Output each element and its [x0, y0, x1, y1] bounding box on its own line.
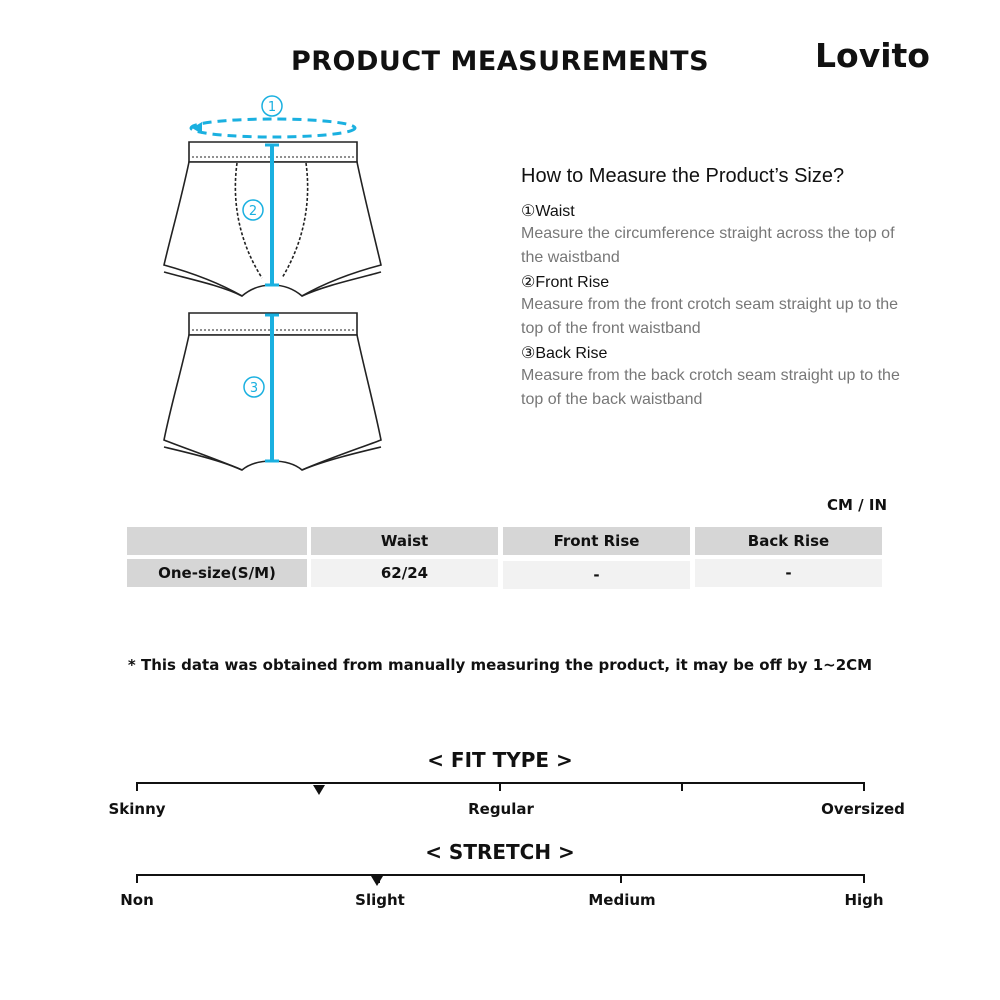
stretch-title: < STRETCH >	[425, 840, 575, 864]
waist-measure-ellipse	[191, 119, 355, 137]
step-front-rise-heading: ②Front Rise	[521, 274, 610, 291]
guide-title: How to Measure the Product’s Size?	[521, 165, 845, 187]
page-title: PRODUCT MEASUREMENTS	[290, 46, 710, 77]
fit-label-oversized: Oversized	[821, 800, 905, 818]
table-header-front-rise: Front Rise	[503, 527, 690, 555]
table-header-empty	[127, 527, 307, 555]
brand-logo: Lovito	[815, 36, 930, 75]
table-cell-back-rise: -	[695, 559, 882, 587]
step-waist-desc: Measure the circumference straight across the top of the waistband	[521, 225, 895, 266]
fit-label-regular: Regular	[468, 800, 534, 818]
briefs-illustration	[150, 88, 400, 483]
stretch-label-slight: Slight	[355, 891, 405, 909]
measurement-note: * This data was obtained from manually measuring the product, it may be off by 1~2CM	[127, 656, 873, 674]
unit-label: CM / IN	[827, 496, 887, 514]
table-cell-waist: 62/24	[311, 559, 498, 587]
step-back-rise-desc: Measure from the back crotch seam straight up to the top of the back waistband	[521, 367, 900, 408]
waist-arrow-icon	[192, 122, 202, 134]
stretch-label-non: Non	[120, 891, 154, 909]
table-header-waist: Waist	[311, 527, 498, 555]
marker-3-label: 3	[249, 381, 259, 396]
marker-1-label: 1	[267, 100, 277, 115]
stretch-line	[136, 874, 865, 876]
stretch-label-high: High	[844, 891, 884, 909]
table-row-size: One-size(S/M)	[127, 559, 307, 587]
stretch-label-medium: Medium	[588, 891, 656, 909]
step-back-rise-heading: ③Back Rise	[521, 345, 608, 362]
table-cell-front-rise: -	[503, 561, 690, 589]
fit-type-marker-icon	[313, 785, 325, 795]
marker-2-label: 2	[248, 204, 258, 219]
step-waist-heading: ①Waist	[521, 203, 575, 220]
table-header-back-rise: Back Rise	[695, 527, 882, 555]
stretch-marker-icon	[371, 876, 383, 886]
step-front-rise-desc: Measure from the front crotch seam straight up to the top of the front waistband	[521, 296, 899, 337]
fit-label-skinny: Skinny	[108, 800, 166, 818]
fit-type-title: < FIT TYPE >	[427, 748, 573, 772]
